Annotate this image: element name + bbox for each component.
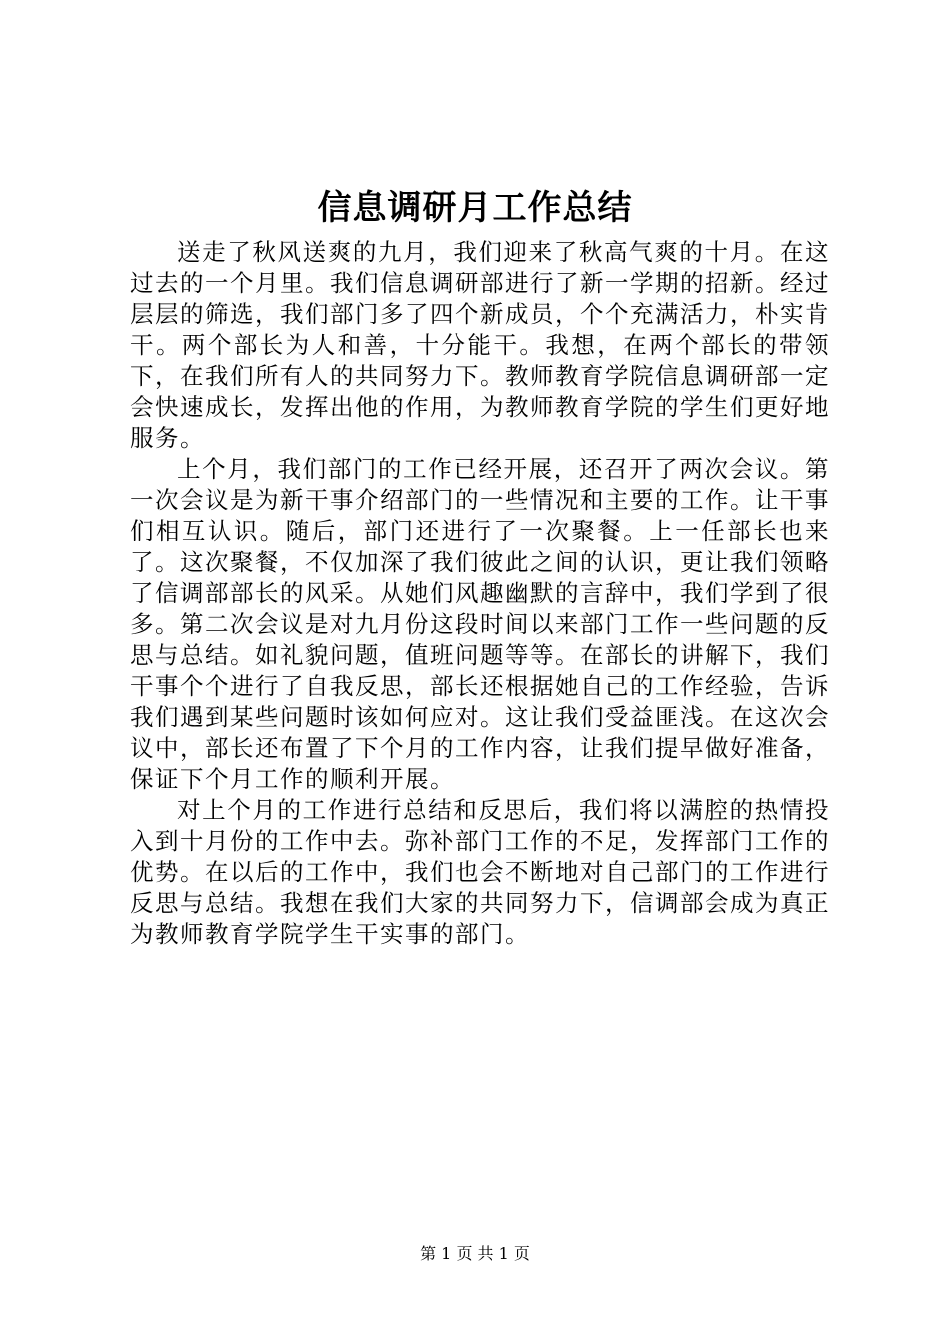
document-title: 信息调研月工作总结 — [317, 188, 633, 228]
page-footer: 第 1 页 共 1 页 — [420, 1244, 530, 1263]
paragraph-2: 上个月，我们部门的工作已经开展，还召开了两次会议。第一次会议是为新干事介绍部门的一些情况和主要的工作。让干事们相互认识。随后，部门还进行了一次聚餐。上一任部长也来了。这次聚餐，不仅加深了我们彼此之间的认识，更让我们领略了信调部部长的风采。从她们风趣幽默的言辞中，我们学到了很多。第二次会议是对九月份这段时间以来部门工作一些问题的反思与总结。如礼貌问题，值班问题等等。在部长的讲解下，我们干事个个进行了自我反思，部长还根据她自己的工作经验，告诉我们遇到某些问题时该如何应对。这让我们受益匪浅。在这次会议中，部长还布置了下个月的工作内容，让我们提早做好准备，保证下个月工作的顺利开展。 — [130, 455, 830, 793]
document-body — [130, 237, 830, 950]
paragraph-3: 对上个月的工作进行总结和反思后，我们将以满腔的热情投入到十月份的工作中去。弥补部门工作的不足，发挥部门工作的优势。在以后的工作中，我们也会不断地对自己部门的工作进行反思与总结。我想在我们大家的共同努力下，信调部会成为真正为教师教育学院学生干实事的部门。 — [130, 796, 830, 948]
paragraph-1: 送走了秋风送爽的九月，我们迎来了秋高气爽的十月。在这过去的一个月里。我们信息调研部进行了新一学期的招新。经过层层的筛选，我们部门多了四个新成员，个个充满活力，朴实肯干。两个部长为人和善，十分能干。我想，在两个部长的带领下，在我们所有人的共同努力下。教师教育学院信息调研部一定会快速成长，发挥出他的作用，为教师教育学院的学生们更好地服务。 — [130, 238, 830, 452]
